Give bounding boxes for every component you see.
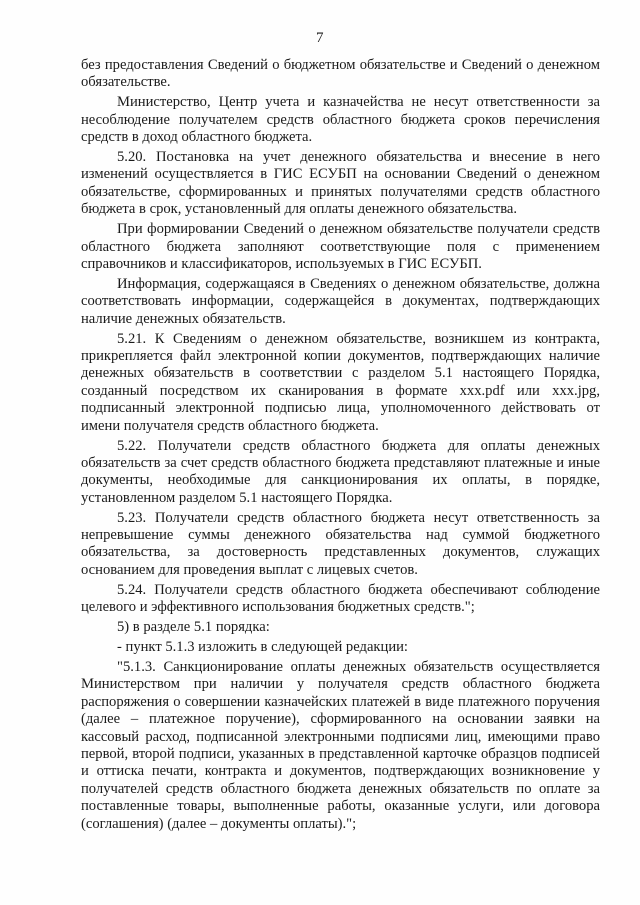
paragraph-continuation: без предоставления Сведений о бюджетном обязательстве и Сведений о денежном обязательстве.	[81, 57, 600, 91]
paragraph-5-23: 5.23. Получатели средств областного бюджета несут ответственность за непревышение суммы денежного обязательства над суммой бюджетного обязательства, за достоверность представленных документов, служащих основанием для проведения выплат с лицевых счетов.	[81, 509, 600, 578]
paragraph-info-content: Информация, содержащаяся в Сведениях о денежном обязательстве, должна соответствовать информации, содержащейся в документах, подтверждающих наличие денежных обязательств.	[81, 275, 600, 327]
paragraph-item-5-1-3-intro: - пункт 5.1.3 изложить в следующей редакции:	[117, 639, 408, 655]
paragraph-5-24: 5.24. Получатели средств областного бюджета обеспечивают соблюдение целевого и эффективного использования бюджетных средств.";	[81, 581, 600, 616]
paragraph-forming-info: При формировании Сведений о денежном обязательстве получатели средств областного бюджета заполняют соответствующие поля с применением справочников и классификаторов, используемых в ГИС ЕСУБП.	[81, 221, 600, 272]
paragraph-ministry-responsibility: Министерство, Центр учета и казначейства не несут ответственности за несоблюдение получателем средств областного бюджета сроков перечисления средств в доход областного бюджета.	[81, 94, 600, 146]
paragraph-5-22: 5.22. Получатели средств областного бюджета для оплаты денежных обязательств за счет средств областного бюджета представляют платежные и иные документы, необходимые для санкционирования их оплаты, в порядке, установленном разделом 5.1 настоящего Порядка.	[81, 437, 600, 506]
page-number: 7	[316, 30, 324, 46]
paragraph-section-5-1: 5) в разделе 5.1 порядка:	[117, 619, 270, 636]
paragraph-5-1-3: "5.1.3. Санкционирование оплаты денежных обязательств осуществляется Министерством при наличии у получателя средств областного бюджета распоряжения о совершении казначейских платежей в виде платежного поручения (далее – платежное поручение), сформированного на основании заявки на кассовый расход, подписанной электронными подписями лиц, имеющими право первой, второй подписи, указанных в представленной карточке образцов подписей и оттиска печати, контракта и документов, подтверждающих возникновение у получателей средств областного бюджета денежных обязательств по оплате за поставленные товары, выполненные работы, оказанные услуги, или договора (соглашения) (далее – документы оплаты).";	[81, 658, 600, 832]
paragraph-5-20: 5.20. Постановка на учет денежного обязательства и внесение в него изменений осуществляется в ГИС ЕСУБП на основании Сведений о денежном обязательстве, сформированных и принятых получателями средств областного бюджета в срок, установленный для оплаты денежного обязательства.	[81, 149, 600, 218]
page-body	[81, 57, 600, 835]
paragraph-5-21: 5.21. К Сведениям о денежном обязательстве, возникшем из контракта, прикрепляется файл электронной копии документов, подтверждающих наличие денежных обязательств в соответствии с разделом 5.1 настоящего Порядка, созданный посредством их сканирования в формате xxx.pdf или xxx.jpg, подписанный электронной подписью лица, уполномоченного действовать от имени получателя средств областного бюджета.	[81, 330, 600, 434]
